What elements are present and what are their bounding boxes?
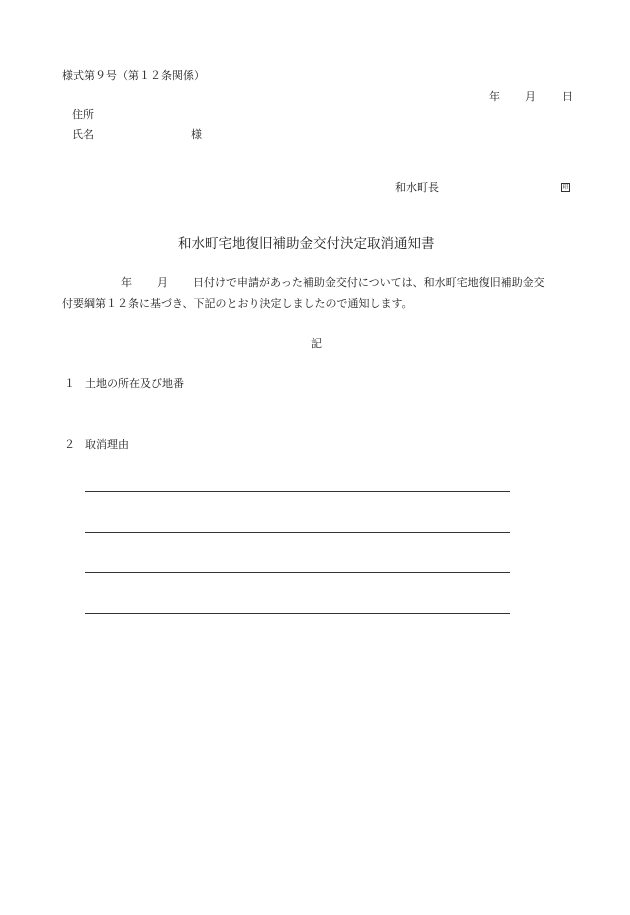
date-month-label: 月 <box>525 90 536 103</box>
reason-line <box>85 613 510 614</box>
item-2-number: ２ <box>64 438 75 451</box>
body-line1: 日付けで申請があった補助金交付については、和水町宅地復旧補助金交 <box>193 276 545 289</box>
reason-line <box>85 491 510 492</box>
honorific: 様 <box>191 128 202 141</box>
name-label: 氏名 <box>72 128 94 141</box>
reason-line <box>85 572 510 573</box>
body-line2: 付要綱第１２条に基づき、下記のとおり決定しましたので通知します。 <box>62 297 413 310</box>
date-year-label: 年 <box>489 90 500 103</box>
issuer-name: 和水町長 <box>395 181 439 194</box>
ki-heading: 記 <box>311 337 322 350</box>
body-year: 年 <box>121 276 132 289</box>
item-1-number: １ <box>64 377 75 390</box>
body-month: 月 <box>157 276 168 289</box>
date-day-label: 日 <box>562 90 573 103</box>
document-title: 和水町宅地復旧補助金交付決定取消通知書 <box>178 236 435 252</box>
address-label: 住所 <box>72 108 94 121</box>
item-2-label: 取消理由 <box>85 438 129 451</box>
seal-mark: 印 <box>562 184 569 191</box>
item-1-label: 土地の所在及び地番 <box>85 377 184 390</box>
form-number: 様式第９号（第１２条関係） <box>62 69 205 82</box>
reason-line <box>85 532 510 533</box>
